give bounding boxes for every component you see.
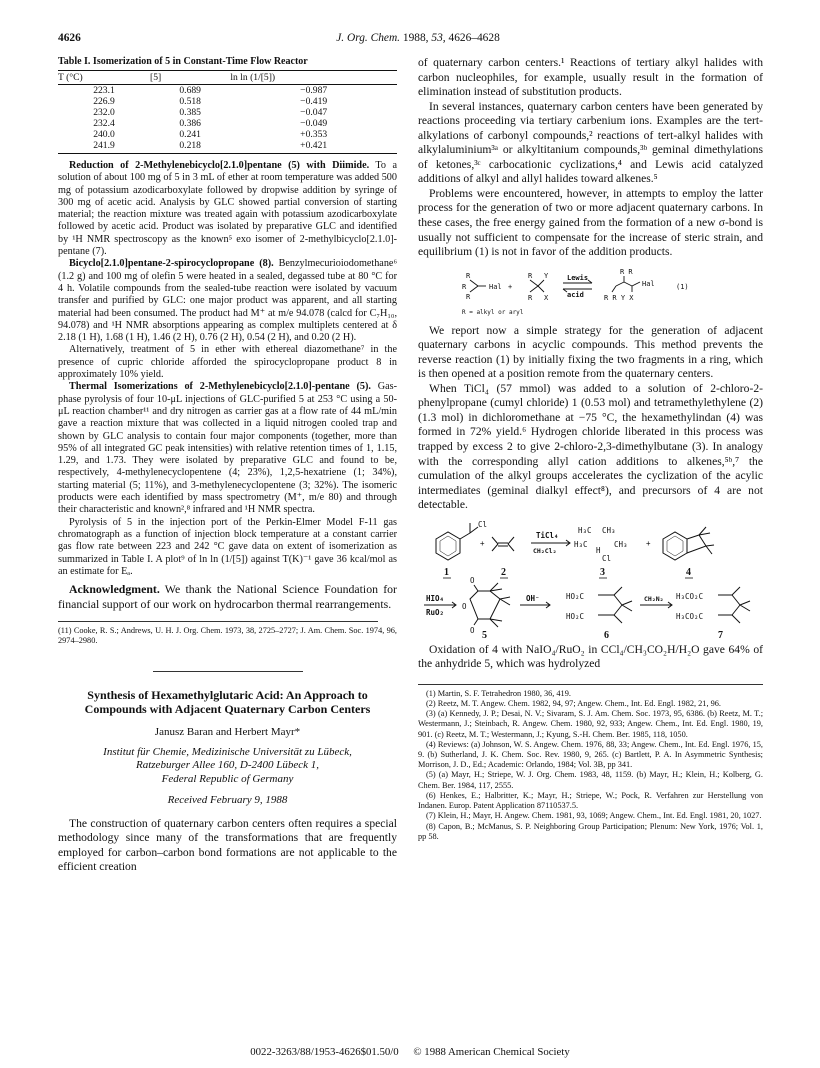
paragraph-thermal: [58, 381, 397, 516]
paragraph-oxidation: Oxidation of 4 with NaIO₄/RuO₂ in CCl₄/CH₃CO₂H/H₂O gave 64% of the anhydride 5, which was hydrolyzed: [418, 642, 763, 671]
scheme-ch2n2: CH₂N₂: [644, 594, 664, 603]
equation-r-label: R R Y X: [604, 293, 634, 302]
paragraph-text: To a solution of about 100 mg of 5 in 3 mL of ether at room temperature was added 500 mg of potassium azodicarboxylate followed by dropwise addition by syringe of 300 mg of acetic acid. Analysis by GLC showed partial conversion of starting material; the reaction mixture was treated again with potassium azodicarboxylate followed by acetic acid. Product was isolated by preparative GLC and identified by ¹H NMR spectroscopy as the known⁵ exo isomer of 2-methylbicyclo[2.1.0]-pentane (7).: [58, 160, 397, 258]
section-heading: Thermal Isomerizations of 2-Methylenebicyclo[2.1.0]-pentane (5).: [69, 381, 371, 393]
equation-r-label: R: [466, 292, 471, 301]
reference-item: (6) Henkes, E.; Halbritter, K.; Mayr, H.; Striepe, W.; Pock, R. Verfahren zur Herstellung von Indanen. Europ. Patent Application 87110537.5.: [418, 790, 763, 811]
scheme-o-label: O: [470, 575, 475, 585]
paragraph-spiro: [58, 258, 397, 344]
paragraph-reduction: [58, 160, 397, 258]
equation-plus: +: [508, 282, 513, 291]
equation-r-label: R: [528, 271, 533, 280]
table-caption: Table I. Isomerization of 5 in Constant-Time Flow Reactor: [58, 56, 308, 67]
isomerization-table: [58, 70, 397, 154]
references-rule: [418, 684, 763, 685]
footnote-11: (11) Cooke, R. S.; Andrews, U. H. J. Org. Chem. 1973, 38, 2725–2727; J. Am. Chem. Soc. 1974, 96, 2974–2980.: [58, 626, 397, 646]
table-cell: 0.241: [179, 129, 201, 140]
running-header: [58, 32, 778, 46]
table-cell: 0.385: [179, 107, 201, 118]
received-date: Received February 9, 1988: [167, 794, 288, 807]
scheme-ch2cl2: CH₂Cl₂: [533, 546, 557, 555]
paragraph-text: Benzylmecurioiodomethane⁶ (1.2 g) and 100 mg of olefin 5 were heated in a sealed, degassed tube at 80 °C for 4 h. Volatile compounds from the sealed-tube reaction were isolated by vacuum transfer and purified by GLC: one major product was apparent, and all starting material had been consumed. The product had M⁺ at m/e 94.078 (calcd for C₇H₁₀, 94.078) and ¹H NMR absorptions appearing as complex multiplets centered at δ 2.18 (1 H), 1.68 (1 H), 1.46 (2 H), 0.76 (2 H), 0.54 (2 H), and 0.20 (2 H).: [58, 258, 397, 344]
equation-number: (1): [676, 282, 689, 291]
equation-y-label: Y: [544, 271, 549, 280]
scheme-ticl4: TiCl₄: [536, 530, 559, 540]
table-header: [5]: [150, 71, 230, 85]
section-heading: Reduction of 2-Methylenebicyclo[2.1.0]pentane (5) with Diimide.: [69, 160, 370, 171]
scheme-hydroxide: OH⁻: [526, 593, 540, 603]
scheme-ho2c: HO₂C: [566, 591, 585, 601]
compound-label: 5: [482, 629, 487, 639]
table-cell: 232.4: [93, 118, 115, 129]
table-cell: 240.0: [93, 129, 115, 140]
table-cell: 0.689: [179, 85, 201, 96]
scheme-h3co2c: H₃CO₂C: [676, 611, 704, 621]
journal-volume: 53,: [431, 32, 446, 44]
reference-item: (7) Klein, H.; Mayr, H. Angew. Chem. 1981, 93, 1069; Angew. Chem., Int. Ed. Engl. 1981, 20, 1027.: [426, 811, 762, 821]
compound-label: 2: [501, 566, 506, 578]
paragraph-problems: Problems were encountered, however, in attempts to employ the latter process for the generation of two or more adjacent quaternary carbons. In these cases, the free energy gained from the formation of a new σ-bond is usually not sufficient to compensate for the increase of steric strain, and equilibrium (1) is not in favor of the addition products.: [418, 186, 763, 259]
section-heading: Acknowledgment.: [69, 582, 160, 597]
paragraph-examples: In several instances, quaternary carbon centers have been generated by reactions proceeding via tertiary carbenium ions. Examples are the tert-alkylations of carbonyl compounds,² reactions of tert-alkyl halides with alkylaluminium³ᵃ or alkyltitanium compounds,³ᵇ geminal dimethylations of ketones,³ᶜ carbocationic cyclizations,⁴ and Lewis acid catalyzed additions of alkyl and allyl halides toward alkenes.⁵: [418, 99, 763, 186]
reference-item: (3) (a) Kennedy, J. P.; Desai, N. V.; Sivaram, S. J. Am. Chem. Soc. 1973, 95, 6386. (b) Reetz, M. T.; Westermann, J.; Steinbach, R. Angew. Chem. 1980, 92, 933; Angew. Chem., Int. Ed. Engl. 1980, 19, 901. (c) Reetz, M. T.; Westermann, J.; Kyung, S.-H. Chem. Ber. 1985, 118, 1050.: [418, 709, 763, 739]
table-cell: −0.987: [300, 85, 328, 96]
table-cell: 223.1: [93, 85, 115, 96]
section-heading: Bicyclo[2.1.0]pentane-2-spirocyclopropane (8).: [69, 258, 274, 270]
page-footer: [0, 1046, 820, 1058]
paragraph-strategy: We report now a simple strategy for the generation of adjacent quaternary carbons in acyclic compounds. This method prevents the reverse reaction (1) by initially fixing the two fragments in a ring, which is then opened at a position remote from the quaternary centers.: [418, 323, 763, 381]
table-cell: 0.218: [150, 140, 230, 154]
journal-citation: [58, 32, 778, 44]
scheme-ho2c: HO₂C: [566, 611, 585, 621]
scheme-o-label: O: [470, 625, 475, 635]
affiliation-line: Federal Republic of Germany: [161, 772, 294, 785]
equation-note: R = alkyl or aryl: [462, 308, 524, 316]
equation-hal-1: Hal: [489, 282, 502, 291]
scheme-cl: Cl: [478, 519, 488, 529]
table-row: [58, 129, 397, 140]
article-authors: Janusz Baran and Herbert Mayr*: [154, 725, 301, 738]
reaction-scheme-structures: [418, 519, 763, 639]
journal-pages: 4626–4628: [448, 32, 500, 44]
paragraph-text: We thank the National Science Foundation for financial support of our work on hydrocarbon thermal rearrangements.: [58, 582, 397, 611]
scheme-cl: Cl: [602, 553, 612, 563]
table-cell: +0.421: [230, 140, 397, 154]
footer-code: 0022-3263/88/1953-4626$01.50/0: [250, 1046, 399, 1058]
table-cell: 0.386: [179, 118, 201, 129]
equation-1-structure: [418, 264, 763, 318]
reference-item: (8) Capon, B.; McManus, S. P. Neighboring Group Participation; Plenum: New York, 1976; Vol. 1, pp 58.: [418, 821, 763, 841]
footnote-rule: [58, 621, 378, 622]
paragraph-text: Gas-phase pyrolysis of four 10-μL injections of GLC-purified 5 at 253 °C using a 50-μL reaction chamber¹¹ and dry nitrogen as carrier gas at a flow rate of 44 mL/min gave a reaction mixture that was collected in a liquid nitrogen cooled trap and shown by GLC analysis to contain four major components (together, more than 95% of all integrated GC peak intensities) with relative retention times of 1, 1.15, 1.29, and 1.73. They were isolated by preparative GLC and found to be, respectively, 4-methylenecyclopentene (4; 23%), 1,2,5-hexatriene (1; 34%), starting material (5; 11%), and 3-methylenecyclopentene (3; 32%). The isomeric products were each identified by mass spectrometry (M⁺, m/e 80) and through their characteristic and known²,⁸ infrared and ¹H NMR spectra.: [58, 381, 397, 516]
journal-name: J. Org. Chem.: [336, 32, 401, 44]
compound-label: 1: [444, 566, 449, 578]
table-header: ln ln (1/[5]): [230, 71, 397, 85]
intro-paragraph: The construction of quaternary carbon centers often requires a special methodology since many of the transformations that are frequently employed for carbon–carbon bond formations are not applicable to the efficient creation: [58, 816, 397, 874]
acknowledgment: [58, 582, 397, 611]
equation-r-label: R: [528, 293, 533, 302]
scheme-o-label: O: [462, 601, 467, 611]
page-number: 4626: [58, 32, 81, 44]
affiliation-line: Ratzeburger Allee 160, D-2400 Lübeck 1,: [136, 759, 319, 772]
paragraph-pyrolysis: Pyrolysis of 5 in the injection port of the Perkin-Elmer Model F-11 gas chromatograph as a function of injection block temperature at a constant carrier gas flow rate between 223 and 242 °C gave data on extent of isomerization as summarized in Table I. A plot⁹ of ln ln (1/[5]) against T(K)⁻¹ gave 36 kcal/mol as an estimate for Eₐ.: [58, 516, 397, 577]
article-separator: [153, 671, 303, 672]
table-row: [58, 85, 397, 97]
table-row: [58, 96, 397, 107]
scheme-ruo2: RuO₂: [426, 607, 445, 617]
equation-r-label: R R: [620, 267, 633, 276]
equation-x-label: X: [544, 293, 549, 302]
table-row: [58, 140, 397, 154]
reference-item: (2) Reetz, M. T. Angew. Chem. 1982, 94, 97; Angew. Chem., Int. Ed. Engl. 1982, 21, 96.: [426, 699, 721, 709]
affiliation: [58, 746, 397, 787]
scheme-h3co2c: H₃CO₂C: [676, 591, 704, 601]
table-cell: −0.049: [300, 118, 328, 129]
table-cell: −0.419: [300, 96, 328, 107]
scheme-plus: +: [480, 538, 485, 548]
scheme-h-label: H: [596, 545, 601, 555]
equation-1: [418, 264, 763, 318]
reference-item: (5) (a) Mayr, H.; Striepe, W. J. Org. Chem. 1983, 48, 1159. (b) Mayr, H.; Klein, H.; Kolberg, G. Chem. Ber. 1984, 117, 2555.: [418, 770, 763, 790]
scheme-ch3: CH₃: [602, 525, 616, 535]
compound-label: 6: [604, 629, 609, 639]
compound-label: 3: [600, 566, 605, 578]
right-column: [418, 56, 763, 842]
references-list: [418, 689, 763, 842]
scheme-ch3: CH₃: [614, 539, 628, 549]
equation-acid: acid: [567, 290, 584, 299]
scheme-h3c: H₃C: [574, 539, 588, 549]
footer-copyright: © 1988 American Chemical Society: [413, 1046, 570, 1058]
equation-lewis: Lewis: [567, 273, 589, 282]
equation-r-label: R: [466, 271, 471, 280]
journal-year: 1988,: [402, 32, 429, 44]
affiliation-line: Institut für Chemie, Medizinische Universität zu Lübeck,: [103, 745, 352, 758]
equation-r-label: R: [462, 282, 467, 291]
paragraph-ticl4: When TiCl₄ (57 mmol) was added to a solution of 2-chloro-2-phenylpropane (cumyl chloride) 1 (0.53 mol) and tetramethylethylene (2) (1.3 mol) in dichloromethane at −75 °C, the hexamethylindan (4) was formed in 72% yield.⁶ Hydrogen chloride liberated in this process was trapped by excess 2 to give 2-chloro-2,3-dimethylbutane (3). In analogy with the corresponding allyl cation additions to alkenes,⁵ᵇ,⁷ the cumulation of the alkyl groups accelerates the cyclization of the acylic intermediates (geminal dialkyl effect⁸), and precursors of 4 are not detectable.: [418, 381, 763, 512]
table-cell: 241.9: [58, 140, 150, 154]
scheme-plus: +: [646, 538, 651, 548]
paragraph-alternative: Alternatively, treatment of 5 in ether with ethereal diazomethane⁷ in the presence of cupric chloride afforded the spirocyclopropane product 8 in approximately 10% yield.: [58, 344, 397, 381]
table-cell: 226.9: [93, 96, 115, 107]
table-cell: +0.353: [300, 129, 328, 140]
table-header: T (°C): [58, 71, 150, 85]
scheme-h3c: H₃C: [578, 525, 592, 535]
compound-label: 4: [686, 566, 691, 578]
compound-label: 7: [718, 629, 723, 639]
paragraph-continued: of quaternary carbon centers.¹ Reactions of tertiary alkyl halides with carbon nucleophiles, for example, usually result in the formation of elimination instead of substitution products.: [418, 56, 763, 99]
equation-hal-2: Hal: [642, 279, 655, 288]
table-row: [58, 107, 397, 118]
table-row: [58, 118, 397, 129]
table-cell: 0.518: [179, 96, 201, 107]
reaction-scheme: [418, 519, 763, 639]
article-title: Synthesis of Hexamethylglutaric Acid: An Approach to Compounds with Adjacent Quaternary Carbon Centers: [84, 687, 371, 716]
left-column: [58, 56, 397, 875]
table-cell: −0.047: [300, 107, 328, 118]
reference-item: (1) Martin, S. F. Tetrahedron 1980, 36, 419.: [426, 688, 571, 698]
reference-item: (4) Reviews: (a) Johnson, W. S. Angew. Chem. 1976, 88, 33; Angew. Chem., Int. Ed. Engl. 1976, 15, 9. (b) Sutherland, J. K. Chem. Soc. Rev. 1980, 9, 265. (c) Bartlett, P. A. In Asymmetric Synthesis; Morrison, J. D., Ed.; Academic: Orlando, 1984; Vol. 3B, pp 341.: [418, 739, 763, 770]
table-cell: 232.0: [93, 107, 115, 118]
scheme-hio4: HIO₄: [426, 593, 445, 603]
